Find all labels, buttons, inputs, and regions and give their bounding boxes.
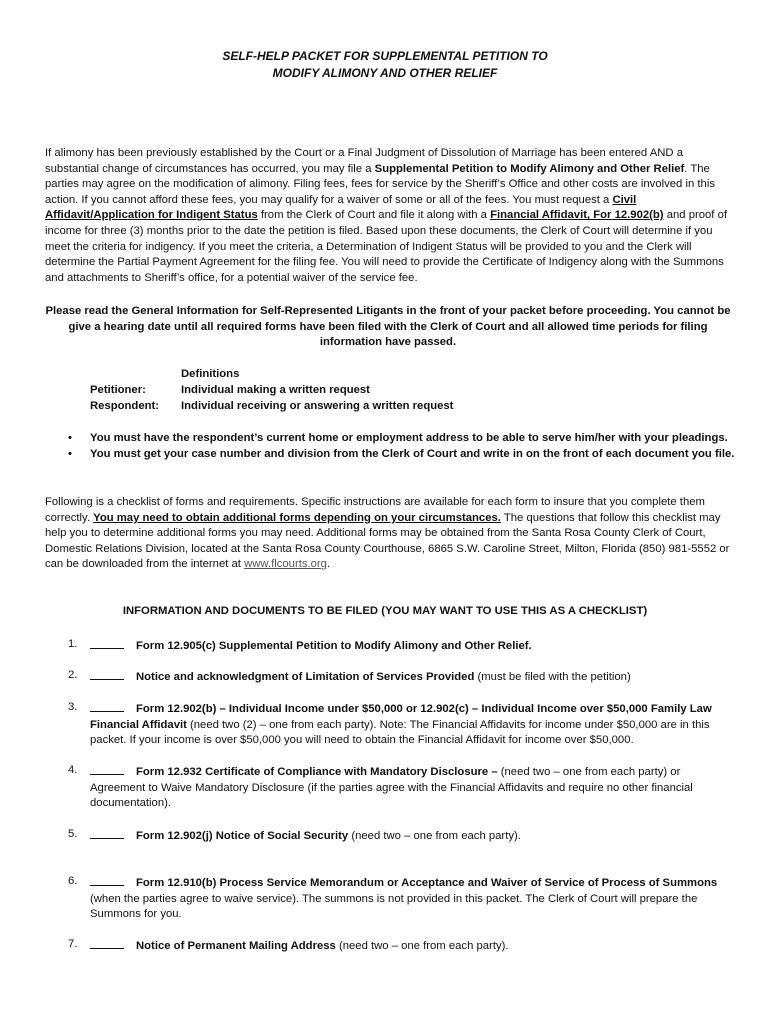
checklist-item: Form 12.902(j) Notice of Social Security (need two – one from each party). <box>90 827 730 845</box>
flcourts-link[interactable]: www.flcourts.org <box>244 558 327 571</box>
bullet-item: You must get your case number and division from the Clerk of Court and write in on the front of each document you file. <box>90 448 735 460</box>
intro-text-1: If alimony has been previously established by the Court or a Final Judgment of Dissolution of Marriage has been entered AND a substantial change of circumstances has occurred, you may file a <box>45 147 683 175</box>
checklist-heading: INFORMATION AND DOCUMENTS TO BE FILED (YOU MAY WANT TO USE THIS AS A CHECKLIST) <box>122 605 648 617</box>
checkbox-blank[interactable] <box>90 827 124 839</box>
checkbox-blank[interactable] <box>90 700 124 712</box>
checkbox-blank[interactable] <box>90 937 124 949</box>
checklist-intro-paragraph: Following is a checklist of forms and requirements. Specific instructions are available for each form to insure that you complete them correctly. You may need to obtain additional forms depending on your circumstances. The questions that follow this checklist may help you to determine additional forms you may need. Additional forms may be obtained from the Santa Rosa County Clerk of Court, Domestic Relations Division, located at the Santa Rosa County Courthouse, 6865 S.W. Caroline Street, Milton, Florida (850) 981-5552 or can be downloaded from the internet at www.flcourts.org. <box>45 496 730 571</box>
notice-line-1: Please read the General Information for Self-Represented Litigants in the front of your packet before proceeding. You cannot be <box>45 305 731 317</box>
definitions-heading: Definitions <box>181 368 240 380</box>
item-number: 2. <box>68 669 78 681</box>
notice-line-2: give a hearing date until all required forms have been filed with the Clerk of Court and all allowed time periods for filing <box>68 320 708 333</box>
bullet-icon: • <box>68 448 72 460</box>
checklist-item: Form 12.932 Certificate of Compliance with Mandatory Disclosure – (need two – one from each party) or Agreement to Waive Mandatory Disclosure (if the parties agree with the Financial Affidavits and require no other financial documentation). <box>90 763 730 812</box>
checkbox-blank[interactable] <box>90 763 124 775</box>
item-number: 7. <box>68 938 78 950</box>
document-title <box>0 48 770 82</box>
checklist-item: Form 12.902(b) – Individual Income under $50,000 or 12.902(c) – Individual Income over $50,000 Family Law Financial Affidavit (need two (2) – one from each party). Note: The Financial Affidavits for income under $50,000 are in this packet. If your income is over $50,000 you will need to obtain the Financial Affidavit for income over $50,000. <box>90 700 730 749</box>
definition-term-respondent: Respondent: <box>90 400 160 412</box>
additional-forms-warning: You may need to obtain additional forms depending on your circumstances. <box>93 511 501 524</box>
checklist-intro-text-2: The questions that follow this checklist may help you to determine additional forms you may need. Additional forms may be obtained from the Santa Rosa County Clerk of Court, Domestic Relations Division, located at the Santa Rosa County Courthouse, 6865 S.W. Caroline Street, Milton, Florida (850) 981-5552 or can be downloaded from the internet at <box>45 511 730 571</box>
checkbox-blank[interactable] <box>90 668 124 680</box>
checklist-item: Notice of Permanent Mailing Address (need two – one from each party). <box>90 937 730 955</box>
checkbox-blank[interactable] <box>90 637 124 649</box>
definition-text-petitioner: Individual making a written request <box>181 384 370 396</box>
definition-text-respondent: Individual receiving or answering a written request <box>181 400 454 412</box>
item-number: 1. <box>68 638 78 650</box>
checklist-intro-text-1: Following is a checklist of forms and requirements. Specific instructions are available for each form to insure that you complete them correctly. <box>45 496 705 524</box>
intro-text-2: . The parties may agree on the modification of alimony. Filing fees, fees for service by the Sheriff’s Office and other costs are involved in this action. If you cannot afford these fees, you may qualify for a waiver of some or all of the fees. You must request a <box>45 162 715 206</box>
item-number: 6. <box>68 875 78 887</box>
checklist-item: Notice and acknowledgment of Limitation of Services Provided (must be filed with the petition) <box>90 668 730 686</box>
title-line-2: MODIFY ALIMONY AND OTHER RELIEF <box>272 66 498 80</box>
item-number: 5. <box>68 828 78 840</box>
intro-text-3: from the Clerk of Court and file it along with a <box>257 209 491 222</box>
read-first-notice <box>45 304 731 351</box>
checkbox-blank[interactable] <box>90 874 124 886</box>
intro-text-4: and proof of income for three (3) months prior to the date the petition is filed. Based upon these documents, the Clerk of Court will determine if you meet the criteria for indigency. If you meet the criteria, a Determination of Indigent Status will be provided to you and the Clerk will determine the Partial Payment Agreement for the filing fee. You will need to provide the Certificate of Indigency along with the Summons and attachments to Sheriff’s office, for a potential waiver of the service fee. <box>45 209 727 284</box>
definition-term-petitioner: Petitioner: <box>90 384 146 396</box>
item-number: 3. <box>68 701 78 713</box>
checklist-item: Form 12.910(b) Process Service Memorandum or Acceptance and Waiver of Service of Process of Summons (when the parties agree to waive service). The summons is not provided in this packet. The Clerk of Court will prepare the Summons for you. <box>90 874 730 923</box>
title-line-1: SELF-HELP PACKET FOR SUPPLEMENTAL PETITION TO <box>222 49 548 63</box>
indigent-status-form-ref: Civil Affidavit/Application for Indigent Status <box>45 193 637 222</box>
financial-affidavit-ref: Financial Affidavit, For 12.902(b) <box>490 209 664 222</box>
checklist-item: Form 12.905(c) Supplemental Petition to Modify Alimony and Other Relief. <box>90 637 730 655</box>
intro-paragraph <box>45 146 731 286</box>
bullet-icon: • <box>68 432 72 444</box>
intro-petition-name: Supplemental Petition to Modify Alimony and Other Relief <box>374 162 685 175</box>
item-number: 4. <box>68 764 78 776</box>
notice-line-3: information have passed. <box>319 336 457 349</box>
bullet-item: You must have the respondent’s current home or employment address to be able to serve him/her with your pleadings. <box>90 432 728 444</box>
